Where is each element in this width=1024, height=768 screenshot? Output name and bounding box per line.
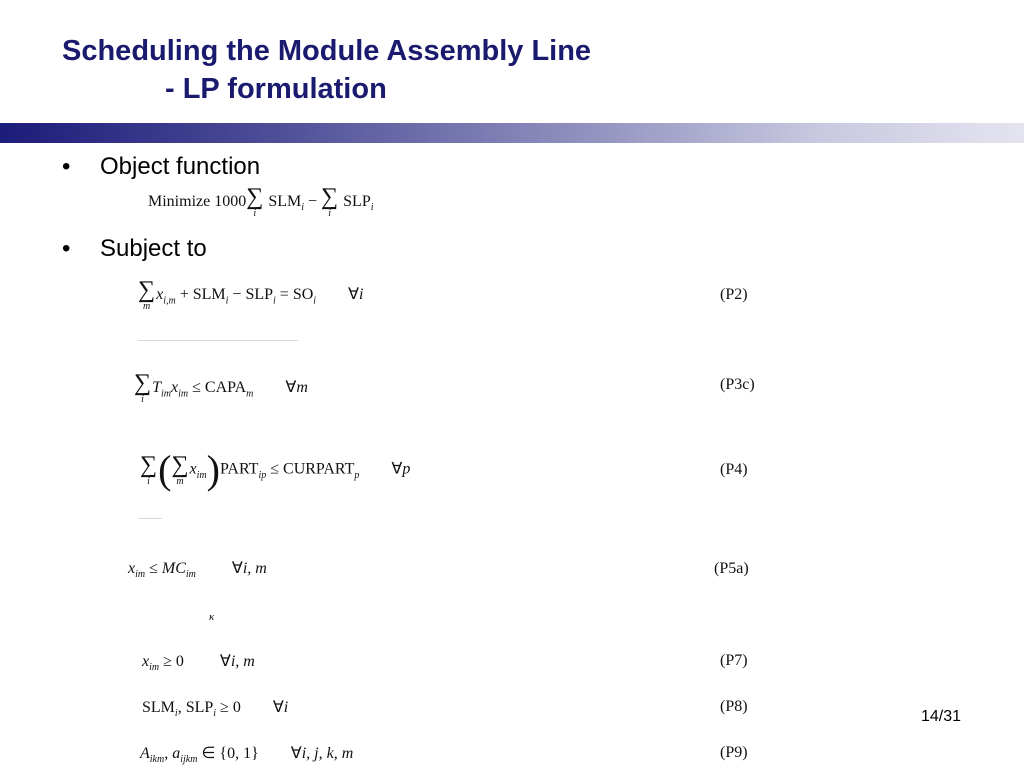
objective-term-2: $SLP_i$	[343, 193, 374, 214]
page-number: 14/31	[920, 708, 961, 725]
title-line-2: - LP formulation	[165, 73, 387, 105]
constraint-tag: (P8)	[720, 698, 748, 715]
constraint-p4-equation: ∑ i ( ∑ m $x_{im})PART_{ip}$ ≤ $CURPART_p$ ∀p	[140, 447, 411, 492]
bullet-object-function	[62, 153, 260, 181]
constraint-p2-equation: ∑ m $x_{i,m} + SLM_i - SLP_i = SO_i$ ∀i	[138, 277, 364, 312]
bullet-label: Subject to	[100, 235, 207, 262]
constraint-tag: (P7)	[720, 652, 748, 669]
bullet-icon: •	[62, 235, 71, 262]
objective-weight: 1000	[214, 193, 247, 211]
constraint-tag: (P2)	[720, 286, 748, 303]
slide-title	[62, 32, 591, 108]
constraint-tag: (P9)	[720, 744, 748, 761]
constraint-p9-equation: $A_{ikm}$, $a_{ijkm}$ ∈ {0, 1} ∀i, j, k, m	[140, 745, 354, 766]
constraint-p7-equation: $x_{im} \ge 0$ ∀i, m	[142, 653, 255, 674]
constraint-p8-equation: $SLM_i$, $SLP_i \ge 0$ ∀i	[142, 699, 289, 720]
minimize-label: Minimize	[148, 193, 211, 211]
sum-symbol: ∑ i	[246, 184, 264, 219]
faint-fragment	[138, 518, 162, 519]
title-line-1: Scheduling the Module Assembly Line	[62, 35, 592, 67]
title-gradient-bar	[0, 123, 1024, 143]
faint-fragment	[138, 340, 298, 341]
constraint-p3c-equation: ∑ i $T_{im}x_{im}$ ≤ $CAPA_m$ ∀m	[134, 370, 308, 405]
constraint-tag: (P4)	[720, 461, 748, 478]
bullet-label: Object function	[100, 153, 261, 180]
constraint-tag: (P5a)	[714, 560, 749, 577]
bullet-subject-to	[62, 235, 207, 263]
bullet-icon: •	[62, 153, 71, 180]
sum-symbol: ∑ i	[321, 184, 339, 219]
constraint-tag: (P3c)	[720, 376, 755, 393]
stray-symbol: κ	[209, 611, 215, 623]
objective-equation: Minimize 1000 ∑ i $SLM_i$ − ∑ i $SLP_i$	[148, 184, 374, 219]
objective-term-1: $SLM_i$	[268, 193, 305, 214]
constraint-p5a-equation: $x_{im} \le MC_{im}$ ∀i, m	[128, 560, 267, 581]
